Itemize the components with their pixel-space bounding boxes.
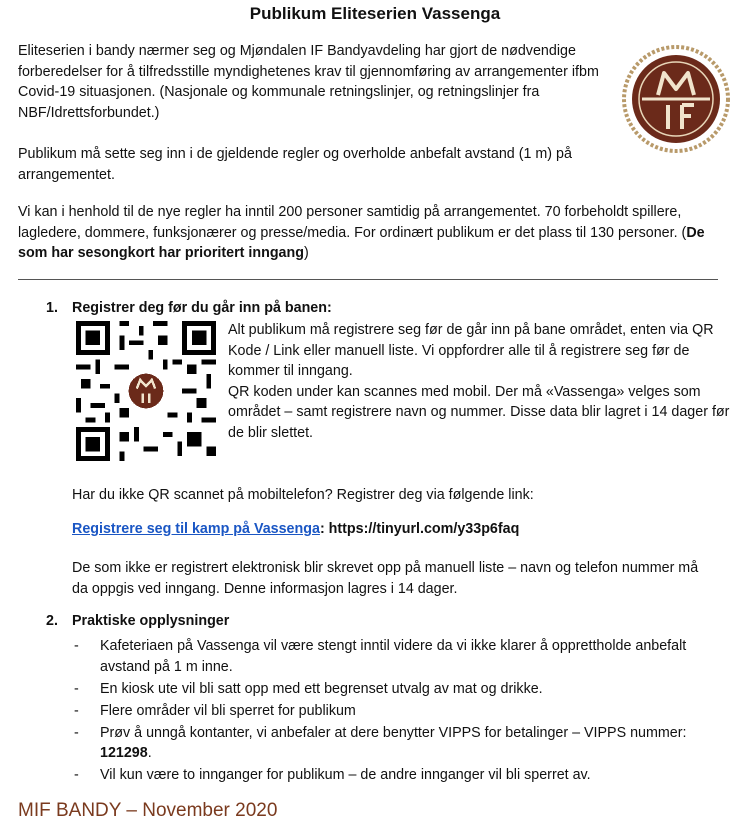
footer: MIF BANDY – November 2020 (18, 800, 278, 821)
qr-code[interactable] (76, 321, 216, 461)
registration-link-line (72, 521, 519, 537)
vipps-number: 121298 (100, 745, 148, 761)
capacity-text-end: ) (303, 245, 309, 261)
registration-link[interactable]: Registrere seg til kamp på Vassenga (72, 521, 320, 537)
capacity-paragraph (18, 202, 733, 264)
no-qr-prompt: Har du ikke QR scannet på mobiltelefon? Registrer deg via følgende link: (72, 487, 534, 503)
section2-title: Praktiske opplysninger (72, 613, 230, 629)
section2-number: 2. (46, 613, 58, 629)
intro-paragraph: Eliteserien i bandy nærmer seg og Mjøndalen IF Bandyavdeling har gjort de nødvendige forberedelser for å tilfredsstille myndighetenes krav til gjennomføring av arrangementer ifbm Covid-19 situasjonen. (Nasjonale og kommunale retningslinjer, og retningslinjer fra NBF/Idrettsforbundet.) (18, 43, 599, 121)
capacity-text: Vi kan i henhold til de nye regler ha inntil 200 personer samtidig på arrangementet. 70 forbeholdt spillere, lagledere, dommere, funksjonærer og presse/media. For ordinært publikum er det plass til 130 personer. ( (18, 204, 687, 241)
section1-number: 1. (46, 300, 58, 316)
section1-title: Registrer deg før du går inn på banen: (72, 300, 332, 316)
registration-requirement: Alt publikum må registrere seg før de går inn på bane området, enten via QR Kode / Link eller manuell liste. Vi oppfordrer alle til å registrere seg før de kommer til inngang. (228, 322, 714, 379)
distance-paragraph: Publikum må sette seg inn i de gjeldende regler og overholde anbefalt avstand (1 m) på arrangementet. (18, 146, 572, 183)
list-item: - Kafeteriaen på Vassenga vil være stengt inntil videre da vi ikke klarer å opprettholde anbefalt avstand på 1 m inne. (74, 638, 687, 675)
list-item: - Prøv å unngå kontanter, vi anbefaler at dere benytter VIPPS for betalinger – VIPPS nummer: 121298. (74, 724, 687, 761)
divider (18, 279, 718, 280)
document-title: Publikum Eliteserien Vassenga (249, 4, 501, 23)
list-item: - Vil kun være to innganger for publikum – de andre innganger vil bli sperret av. (74, 767, 591, 783)
link-colon: : (319, 521, 329, 537)
list-item: - Flere områder vil bli sperret for publikum (74, 702, 356, 719)
list-item: - En kiosk ute vil bli satt opp med ett begrenset utvalg av mat og drikke. (74, 680, 543, 697)
registration-url[interactable]: https://tinyurl.com/y33p6faq (328, 521, 520, 537)
season-ticket-priority: De som har sesongkort har prioritert inngang (18, 224, 705, 261)
manual-list-note: De som ikke er registrert elektronisk blir skrevet opp på manuell liste – navn og telefon nummer må da oppgis ved inngang. Denne informasjon lagres i 14 dager. (72, 560, 699, 597)
logo-text: MIF (675, 147, 677, 148)
qr-instructions: QR koden under kan scannes med mobil. Der må «Vassenga» velges som området – samt registrere navn og nummer. Disse data blir lagret i 14 dager før de blir slettet. (228, 383, 730, 441)
practical-info-list (72, 636, 692, 787)
vipps-text: Prøv å unngå kontanter, vi anbefaler at dere benytter VIPPS for betalinger – VIPPS nummer: (100, 724, 687, 741)
mif-logo (622, 45, 730, 153)
registration-instructions (228, 320, 733, 443)
